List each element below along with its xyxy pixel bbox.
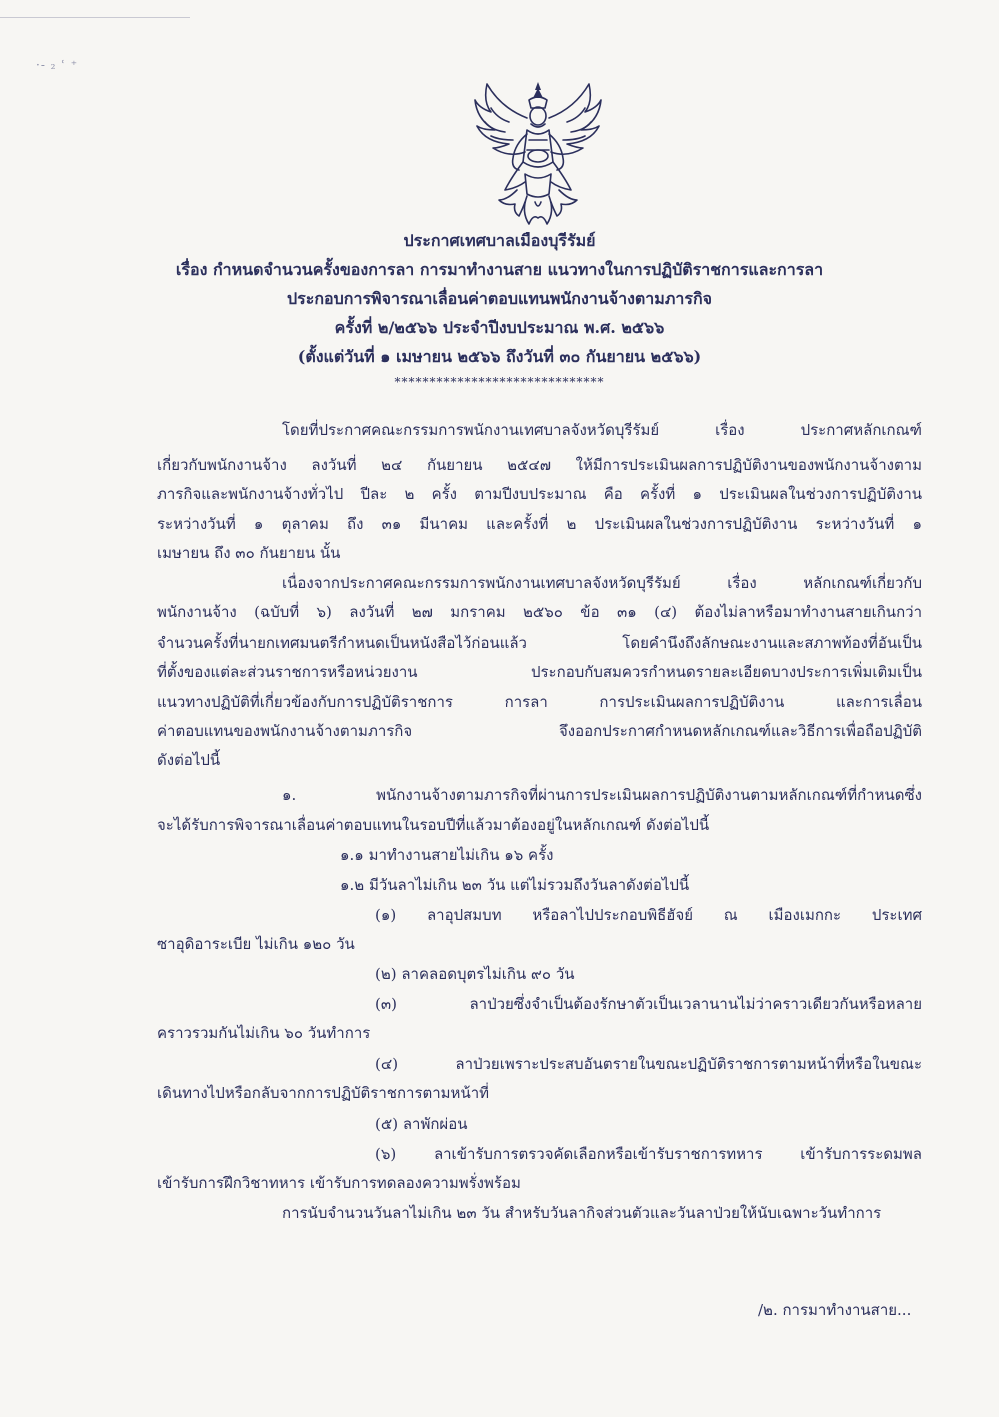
- leave-item-4: (๔) ลาป่วยเพราะประสบอันตรายในขณะปฏิบัติราชการตามหน้าที่หรือในขณะ: [375, 1055, 922, 1073]
- subject-line-2: ประกอบการพิจารณาเลื่อนค่าตอบแทนพนักงานจ้างตามภารกิจ: [286, 289, 713, 308]
- counting-note: การนับจำนวนวันลาไม่เกิน ๒๓ วัน สำหรับวันลากิจส่วนตัวและวันลาป่วยให้นับเฉพาะวันทำการ: [282, 1204, 882, 1222]
- leave-item-5: (๕) ลาพักผ่อน: [375, 1115, 468, 1133]
- paragraph2-line: แนวทางปฏิบัติที่เกี่ยวข้องกับการปฏิบัติราชการ การลา การประเมินผลการปฏิบัติงาน และการเลื่อน: [157, 693, 922, 711]
- leave-item-3-cont: คราวรวมกันไม่เกิน ๖๐ วันทำการ: [157, 1024, 371, 1042]
- paragraph1-line: เมษายน ถึง ๓๐ กันยายน นั้น: [157, 544, 341, 562]
- subject-line-3: ครั้งที่ ๒/๒๕๖๖ ประจำปีงบประมาณ พ.ศ. ๒๕๖๖: [334, 318, 665, 337]
- leave-item-1-cont: ซาอุดิอาระเบีย ไม่เกิน ๑๒๐ วัน: [157, 935, 355, 953]
- item1-2: ๑.๒ มีวันลาไม่เกิน ๒๓ วัน แต่ไม่รวมถึงวันลาดังต่อไปนี้: [340, 876, 690, 894]
- paragraph2-line: ที่ตั้งของแต่ละส่วนราชการหรือหน่วยงาน ประกอบกับสมควรกำหนดรายละเอียดบางประการเพิ่มเติมเป็น: [157, 663, 922, 681]
- scan-border-line: [0, 17, 190, 18]
- leave-item-3: (๓) ลาป่วยซึ่งจำเป็นต้องรักษาตัวเป็นเวลานานไม่ว่าคราวเดียวกันหรือหลาย: [375, 995, 922, 1013]
- leave-item-6-cont: เข้ารับการฝึกวิชาทหาร เข้ารับการทดลองความพรั่งพร้อม: [157, 1174, 521, 1192]
- garuda-emblem-icon: [469, 78, 607, 228]
- paragraph1-line: โดยที่ประกาศคณะกรรมการพนักงานเทศบาลจังหวัดบุรีรัมย์ เรื่อง ประกาศหลักเกณฑ์: [282, 421, 922, 439]
- paragraph2-line: จำนวนครั้งที่นายกเทศมนตรีกำหนดเป็นหนังสือไว้ก่อนแล้ว โดยคำนึงถึงลักษณะงานและสภาพท้องที่อันเป็น: [157, 634, 922, 652]
- leave-item-2: (๒) ลาคลอดบุตรไม่เกิน ๙๐ วัน: [375, 965, 575, 983]
- scan-marks: ·- ₂ ʿ ⁺: [36, 58, 79, 72]
- paragraph2-line: เนื่องจากประกาศคณะกรรมการพนักงานเทศบาลจังหวัดบุรีรัมย์ เรื่อง หลักเกณฑ์เกี่ยวกับ: [282, 574, 922, 592]
- separator: ******************************: [394, 375, 605, 389]
- paragraph1-line: ภารกิจและพนักงานจ้างทั่วไป ปีละ ๒ ครั้ง ตามปีงบประมาณ คือ ครั้งที่ ๑ ประเมินผลในช่วงการปฏิบัติงาน: [157, 485, 922, 503]
- paragraph2-line: พนักงานจ้าง (ฉบับที่ ๖) ลงวันที่ ๒๗ มกราคม ๒๕๖๐ ข้อ ๓๑ (๔) ต้องไม่ลาหรือมาทำงานสายเกินกว่า: [157, 603, 922, 621]
- paragraph1-line: ระหว่างวันที่ ๑ ตุลาคม ถึง ๓๑ มีนาคม และครั้งที่ ๒ ประเมินผลในช่วงการปฏิบัติงาน ระหว่างวันที่ ๑: [157, 515, 922, 533]
- item1-1: ๑.๑ มาทำงานสายไม่เกิน ๑๖ ครั้ง: [340, 846, 554, 864]
- paragraph2-line: ดังต่อไปนี้: [157, 751, 221, 769]
- item1-line: จะได้รับการพิจารณาเลื่อนค่าตอบแทนในรอบปีที่แล้วมาต้องอยู่ในหลักเกณฑ์ ดังต่อไปนี้: [157, 816, 710, 834]
- paragraph1-line: เกี่ยวกับพนักงานจ้าง ลงวันที่ ๒๔ กันยายน ๒๕๔๗ ให้มีการประเมินผลการปฏิบัติงานของพนักงานจ้างตาม: [157, 456, 922, 474]
- announcement-title: ประกาศเทศบาลเมืองบุรีรัมย์: [403, 231, 596, 250]
- leave-item-6: (๖) ลาเข้ารับการตรวจคัดเลือกหรือเข้ารับราชการทหาร เข้ารับการระดมพล: [375, 1145, 922, 1163]
- paragraph2-line: ค่าตอบแทนของพนักงานจ้างตามภารกิจ จึงออกประกาศกำหนดหลักเกณฑ์และวิธีการเพื่อถือปฏิบัติ: [157, 722, 922, 740]
- item1-line: ๑. พนักงานจ้างตามภารกิจที่ผ่านการประเมินผลการปฏิบัติงานตามหลักเกณฑ์ที่กำหนดซึ่ง: [282, 786, 922, 804]
- subject-line-4: (ตั้งแต่วันที่ ๑ เมษายน ๒๕๖๖ ถึงวันที่ ๓๐ กันยายน ๒๕๖๖): [297, 347, 702, 366]
- leave-item-4-cont: เดินทางไปหรือกลับจากการปฏิบัติราชการตามหน้าที่: [157, 1084, 490, 1102]
- subject-line-1: เรื่อง กำหนดจำนวนครั้งของการลา การมาทำงานสาย แนวทางในการปฏิบัติราชการและการลา: [175, 260, 824, 279]
- leave-item-1: (๑) ลาอุปสมบท หรือลาไปประกอบพิธีฮัจย์ ณ เมืองเมกกะ ประเทศ: [375, 906, 922, 924]
- continuation-footer: /๒. การมาทำงานสาย...: [758, 1301, 912, 1319]
